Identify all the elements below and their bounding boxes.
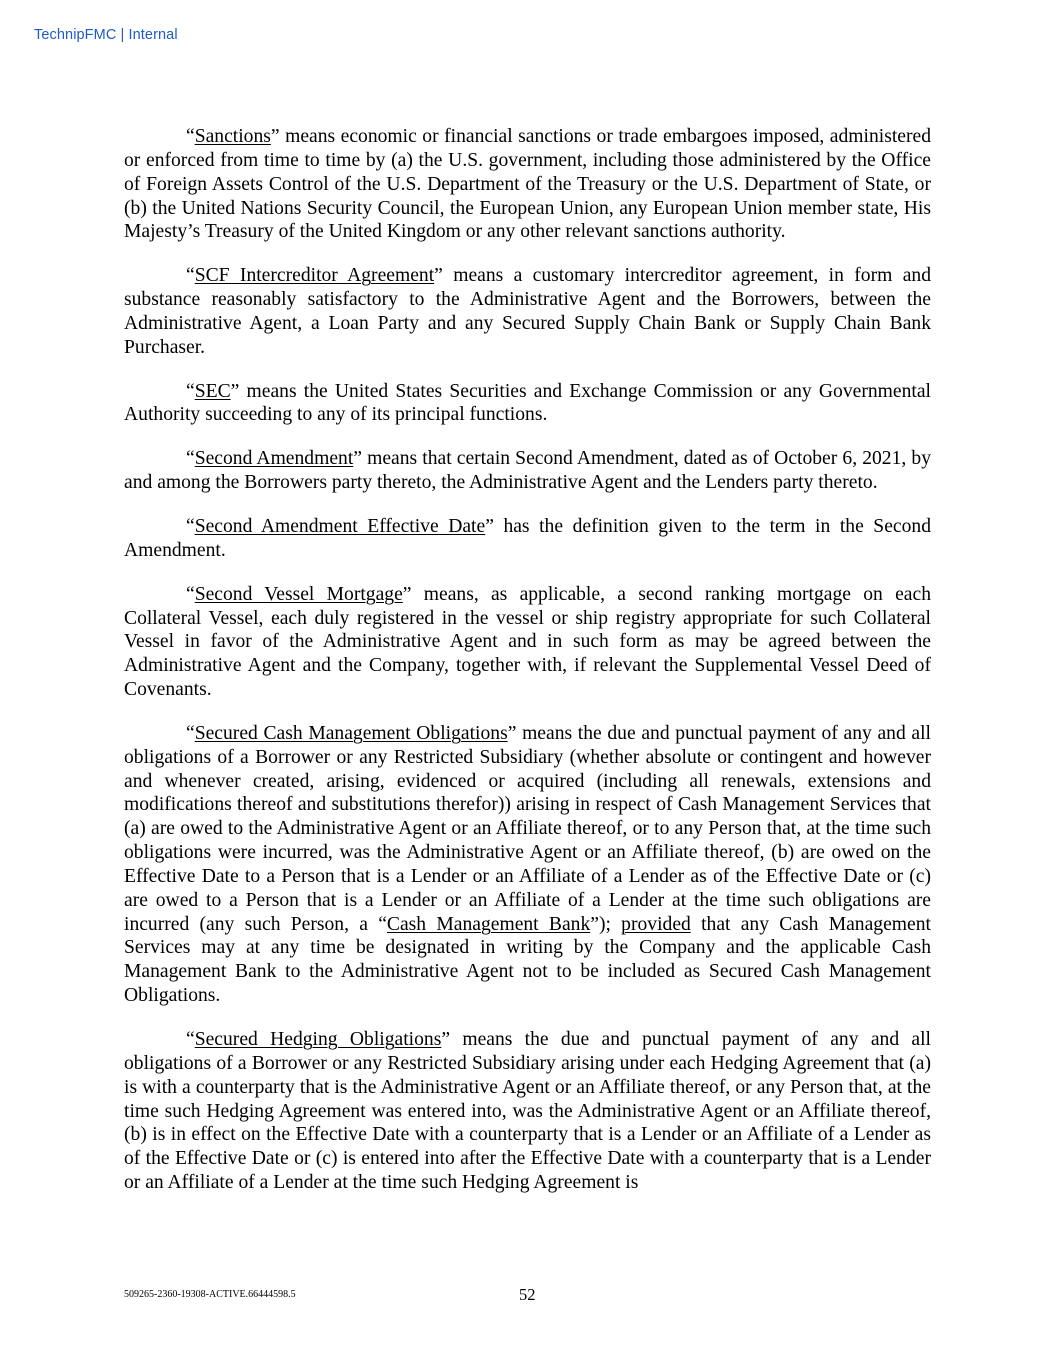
- defined-term: Second Vessel Mortgage: [194, 583, 403, 605]
- defined-term: Secured Cash Management Obligations: [194, 722, 508, 744]
- definition-secured-cash-management-obligations: [124, 722, 931, 1008]
- open-quote: “: [186, 515, 195, 537]
- definition-text: means the due and punctual payment of any and all obligations of a Borrower or any Restricted Subsidiary (whether absolute or contingent and however and whenever created, arising, evidenced or acquired (including all renewals, extensions and modifications thereof and substitutions therefor)) arising in respect of Cash Management Services that (a) are owed to the Administrative Agent or an Affiliate thereof, or to any Person that, at the time such obligations were incurred, was the Administrative Agent or an Affiliate thereof, (b) are owed on the Effective Date to a Person that is a Lender or an Affiliate of a Lender as of the Effective Date or (c) are owed to a Person that is a Lender or an Affiliate of a Lender at the time such obligations are incurred (any such Person, a “: [124, 722, 931, 935]
- definition-scf-intercreditor-agreement: [124, 264, 931, 359]
- open-quote: “: [186, 722, 195, 744]
- definition-text: means, as applicable, a second ranking mortgage on each Collateral Vessel, each duly registered in the vessel or ship registry appropriate for such Collateral Vessel in favor of the Administrative Agent and in such form as may be agreed between the Administrative Agent and the Company, together with, if relevant the Supplemental Vessel Deed of Covenants.: [124, 583, 931, 701]
- definition-text: means that certain Second Amendment, dated as of October 6, 2021, by and among the Borrowers party thereto, the Administrative Agent and the Lenders party thereto.: [124, 448, 931, 494]
- page-number: 52: [519, 1285, 536, 1304]
- definition-second-amendment-effective-date: [124, 515, 931, 563]
- open-quote: “: [186, 126, 195, 147]
- defined-term: Second Amendment: [194, 448, 354, 470]
- open-quote: “: [186, 583, 195, 605]
- close-quote: ”: [402, 583, 412, 605]
- defined-term: SEC: [194, 380, 231, 402]
- close-quote: ”: [270, 126, 280, 147]
- open-quote: “: [186, 1029, 195, 1050]
- defined-term: Second Amendment Effective Date: [194, 515, 486, 537]
- inner-defined-term: Cash Management Bank: [386, 913, 591, 935]
- proviso-keyword: provided: [621, 913, 691, 935]
- defined-term: SCF Intercreditor Agreement: [194, 265, 435, 287]
- open-quote: “: [186, 380, 195, 402]
- open-quote: “: [186, 448, 195, 470]
- definition-second-amendment: [124, 447, 931, 495]
- close-quote: ”: [485, 515, 494, 537]
- classification-label: TechnipFMC | Internal: [34, 27, 178, 43]
- document-body: [124, 125, 931, 1215]
- close-quote: ”: [507, 722, 517, 744]
- close-quote: ”: [441, 1029, 451, 1050]
- defined-term: Sanctions: [194, 126, 271, 147]
- definition-secured-hedging-obligations: [124, 1028, 931, 1195]
- definition-text-continued: that any Cash Management Services may at any time be designated in writing by the Company and the applicable Cash Management Bank to the Administrative Agent not to be included as Secured Cash Management Obligations.: [124, 913, 931, 1007]
- definition-text: means the United States Securities and Exchange Commission or any Governmental Authority succeeding to any of its principal functions.: [124, 380, 931, 426]
- definition-text: has the definition given to the term in the Second Amendment.: [124, 515, 931, 561]
- definition-sec: [124, 380, 931, 428]
- definition-text: means a customary intercreditor agreement, in form and substance reasonably satisfactory to the Administrative Agent and the Borrowers, between the Administrative Agent, a Loan Party and any Secured Supply Chain Bank or Supply Chain Bank Purchaser.: [124, 265, 931, 358]
- defined-term: Secured Hedging Obligations: [194, 1029, 442, 1050]
- definition-sanctions: [124, 125, 931, 244]
- close-quote: ”: [353, 448, 362, 470]
- document-id: 509265-2360-19308-ACTIVE.66444598.5: [124, 1289, 296, 1300]
- definition-text-continued: ”);: [590, 913, 622, 935]
- definition-text: means the due and punctual payment of any and all obligations of a Borrower or any Restricted Subsidiary arising under each Hedging Agreement that (a) is with a counterparty that is the Administrative Agent or an Affiliate thereof, or any Person that, at the time such Hedging Agreement was entered into, was the Administrative Agent or an Affiliate thereof, (b) is in effect on the Effective Date with a counterparty that is a Lender or an Affiliate of a Lender as of the Effective Date or (c) is entered into after the Effective Date with a counterparty that is a Lender or an Affiliate of a Lender at the time such Hedging Agreement is: [124, 1029, 931, 1194]
- definition-second-vessel-mortgage: [124, 583, 931, 702]
- definition-text: means economic or financial sanctions or trade embargoes imposed, administered or enforced from time to time by (a) the U.S. government, including those administered by the Office of Foreign Assets Control of the U.S. Department of the Treasury or the U.S. Department of State, or (b) the United Nations Security Council, the European Union, any European Union member state, His Majesty’s Treasury of the United Kingdom or any other relevant sanctions authority.: [124, 126, 931, 243]
- open-quote: “: [186, 265, 195, 287]
- close-quote: ”: [230, 380, 240, 402]
- close-quote: ”: [434, 265, 443, 287]
